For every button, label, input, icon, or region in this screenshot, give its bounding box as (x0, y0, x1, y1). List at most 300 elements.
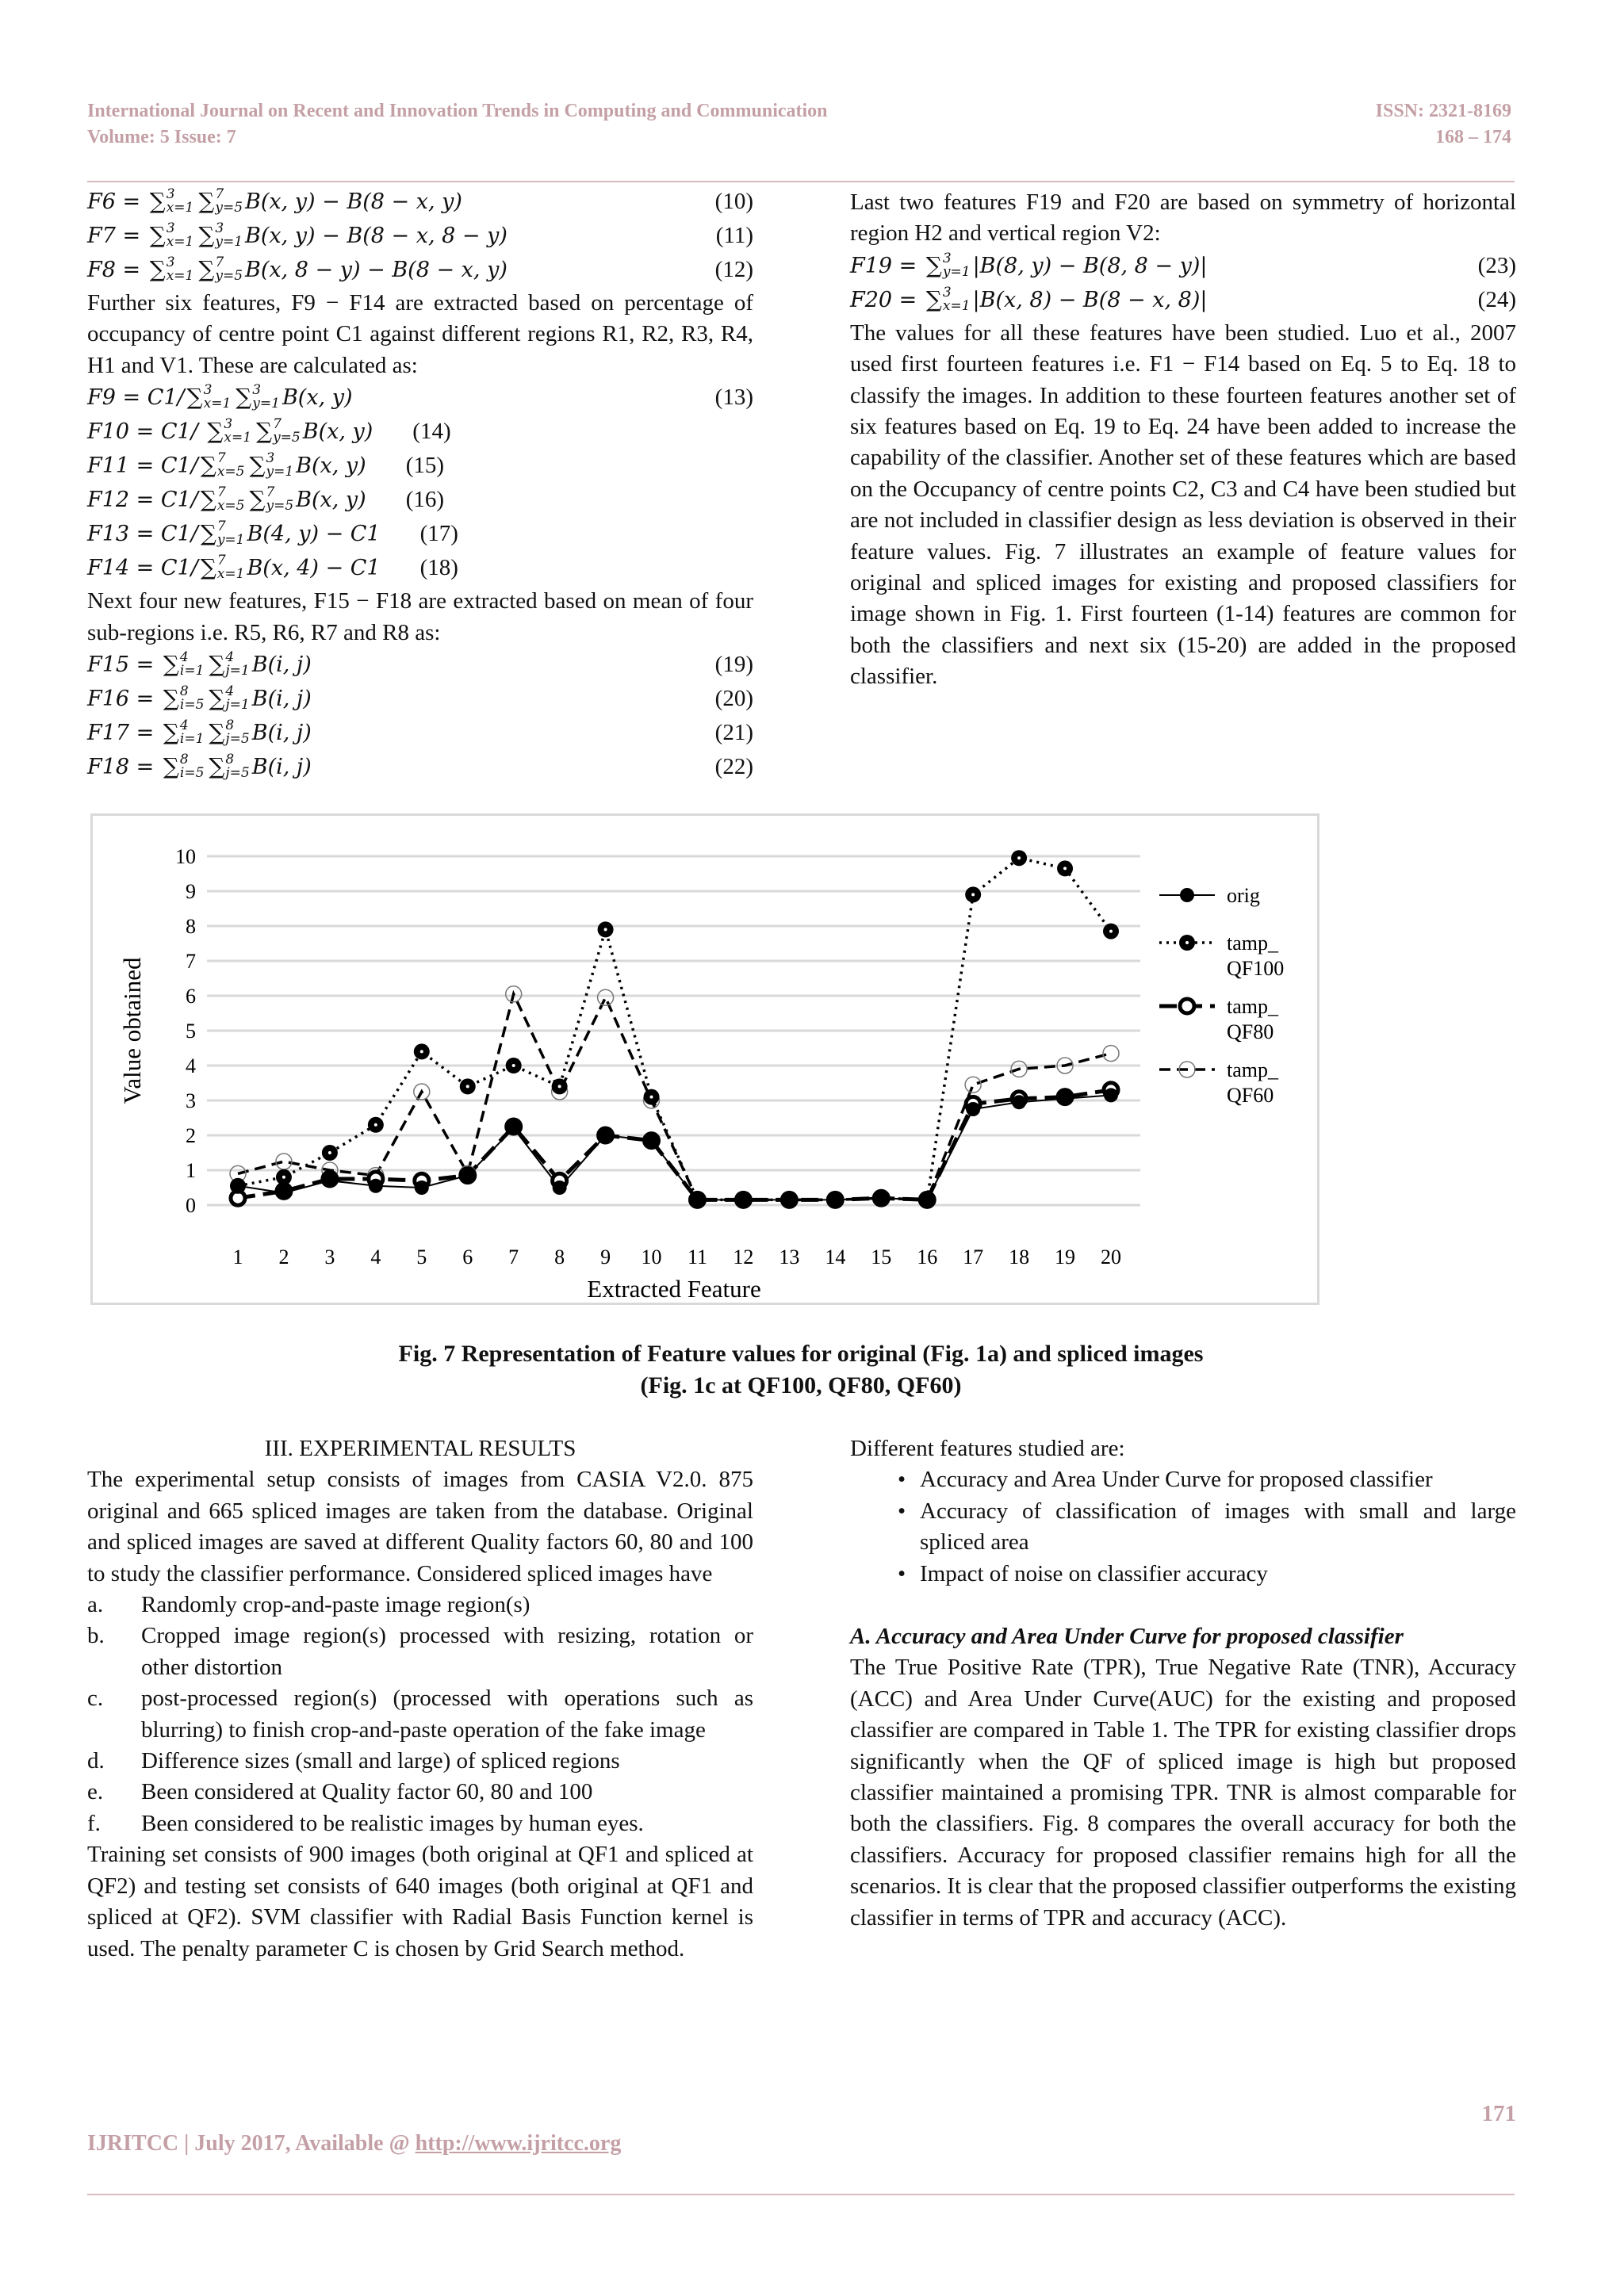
equation (87, 220, 753, 254)
summation-limits (224, 415, 252, 446)
legend-label: QF80 (1227, 1020, 1274, 1043)
sigma-symbol: ∑ (256, 418, 273, 445)
equation-rhs: B(x, y) (296, 453, 366, 479)
equation-rhs: |B(8, y) − B(8, 8 − y)| (972, 253, 1208, 278)
equation-math (87, 683, 312, 714)
summation-limits (225, 753, 249, 780)
summation-limits (180, 753, 205, 780)
data-point-tamp_QF100-center (604, 928, 607, 931)
lower-limit: x=1 (166, 199, 194, 216)
equation-number: (15) (405, 453, 445, 479)
upper-limit: 7 (216, 484, 226, 500)
summation (150, 220, 194, 251)
upper-limit: 7 (266, 484, 275, 500)
data-point-orig (828, 1192, 842, 1207)
equation-rhs: B(x, y) (282, 385, 353, 411)
paragraph: Last two features F19 and F20 are based on symmetry of horizontal region H2 and vertical region V2: (850, 189, 1516, 247)
sigma-symbol: ∑ (198, 188, 215, 214)
list-marker: b. (87, 1623, 105, 1649)
data-point-orig (369, 1179, 383, 1193)
x-tick-label: 3 (324, 1246, 335, 1269)
x-tick-label: 7 (508, 1246, 519, 1269)
equation-lhs: F18 = (87, 755, 161, 780)
x-tick-label: 20 (1101, 1246, 1121, 1269)
upper-limit: 8 (225, 717, 235, 733)
sigma-symbol: ∑ (163, 753, 179, 780)
equation (87, 484, 753, 518)
data-point-tamp_QF60 (1103, 1046, 1119, 1062)
upper-limit: 7 (216, 450, 226, 466)
upper-limit: 7 (215, 186, 224, 202)
legend-label: tamp_ (1227, 932, 1278, 955)
sigma-symbol: ∑ (209, 685, 225, 712)
sigma-symbol: ∑ (200, 452, 216, 479)
summation-limits (266, 452, 293, 479)
upper-limit: 8 (225, 751, 235, 767)
list-text: Been considered to be realistic images by human eyes. (141, 1810, 644, 1836)
legend-marker-tamp_QF100-center (1185, 941, 1189, 944)
lower-limit: y=5 (273, 429, 301, 446)
upper-limit: 3 (252, 381, 262, 398)
summation-limits (273, 415, 301, 446)
sigma-symbol: ∑ (163, 651, 179, 678)
upper-limit: 4 (179, 717, 189, 733)
equation-rhs: |B(x, 8) − B(8 − x, 8)| (972, 287, 1208, 312)
equation-rhs: B(x, 8 − y) − B(8 − x, y) (245, 258, 508, 282)
list-item (87, 1808, 753, 1839)
summation (150, 186, 194, 216)
y-tick-label: 8 (186, 915, 196, 938)
data-point-orig (874, 1191, 888, 1205)
paragraph: Further six features, F9 − F14 are extracted based on percentage of occupancy of centre point C1 against different regions R1, R2, R3, R4, H1 and V1. These are calculated as: (87, 290, 753, 378)
lower-limit: i=5 (179, 696, 205, 713)
sigma-symbol: ∑ (186, 384, 203, 411)
lower-limit: x=5 (216, 497, 245, 514)
lower-limit: x=1 (166, 233, 194, 250)
equation-number: (21) (714, 720, 753, 746)
data-point-orig (1058, 1092, 1072, 1106)
equation-math (87, 186, 462, 217)
equation-number: (17) (419, 521, 458, 547)
y-tick-label: 10 (175, 845, 196, 868)
x-tick-label: 19 (1055, 1246, 1076, 1269)
list-text: Accuracy and Area Under Curve for proposed classifier (920, 1467, 1433, 1493)
upper-limit: 3 (266, 450, 275, 466)
equation (87, 254, 753, 288)
equation-number: (16) (405, 487, 445, 513)
summation-limits (225, 651, 249, 678)
right-column-top (850, 187, 1516, 693)
sigma-symbol: ∑ (209, 651, 225, 678)
legend-label: QF100 (1227, 957, 1285, 980)
equation-math (87, 717, 312, 748)
summation-limits (225, 685, 249, 712)
summation-limits (217, 554, 245, 581)
equation-rhs: B(i, j) (251, 652, 312, 678)
paragraph: Training set consists of 900 images (both original at QF1 and spliced at QF2) and testing set consists of 640 images (both original at QF1 and spliced at QF2). SVM classifier with Radial Basis Function kernel is used. The penalty parameter C is chosen by Grid Search method. (87, 1842, 753, 1961)
x-tick-label: 18 (1009, 1246, 1030, 1269)
summation (198, 254, 243, 285)
data-point-orig (231, 1179, 245, 1193)
summation (187, 381, 232, 412)
equation (87, 683, 753, 717)
lower-limit: y=1 (942, 263, 971, 280)
summation (207, 415, 251, 446)
equation (87, 717, 753, 751)
equation-lhs: F19 = (850, 253, 924, 278)
data-point-tamp_QF100-center (420, 1050, 423, 1053)
equation-number: (14) (412, 419, 451, 445)
summation-limits (215, 256, 243, 283)
equation-math (87, 415, 373, 447)
equation-math (850, 250, 1208, 281)
data-point-orig (461, 1169, 475, 1183)
subsection-heading: A. Accuracy and Area Under Curve for proposed classifier (850, 1624, 1404, 1650)
equation-lhs: F13 = C1/ (87, 522, 198, 547)
list-text: Impact of noise on classifier accuracy (920, 1560, 1268, 1586)
equation-number: (12) (714, 257, 753, 282)
footer-rule (87, 2194, 1515, 2195)
list-item (850, 1464, 1516, 1495)
sigma-symbol: ∑ (925, 251, 942, 278)
upper-limit: 3 (166, 254, 175, 270)
upper-limit: 7 (273, 415, 282, 432)
x-tick-label: 9 (600, 1246, 611, 1269)
equation (850, 250, 1516, 284)
equation (87, 381, 753, 415)
lower-limit: y=1 (252, 395, 280, 411)
list-item (850, 1559, 1516, 1590)
sigma-symbol: ∑ (198, 256, 215, 282)
right-column-bottom (850, 1433, 1516, 1934)
equation-number: (19) (714, 652, 753, 678)
running-header-right (1376, 98, 1511, 151)
data-point-orig (553, 1181, 567, 1195)
summation-limits (167, 188, 194, 215)
equation (87, 552, 753, 586)
summation (209, 751, 249, 782)
volume-issue: Volume: 5 Issue: 7 (87, 127, 236, 147)
legend-marker-tamp_QF80 (1180, 999, 1194, 1013)
header-rule (87, 181, 1515, 182)
upper-limit: 3 (166, 220, 175, 236)
lower-limit: x=1 (203, 395, 232, 411)
equation-lhs: F20 = (850, 287, 924, 312)
summation (209, 717, 249, 748)
list-item (87, 1621, 753, 1683)
data-point-tamp_QF100-center (1017, 856, 1021, 859)
data-point-orig (920, 1192, 934, 1207)
equation-rhs: B(x, y) − B(8 − x, 8 − y) (245, 224, 508, 248)
list-item (87, 1683, 753, 1746)
equation-rhs: B(4, y) − C1 (247, 522, 381, 547)
list-marker: e. (87, 1779, 104, 1805)
lower-limit: y=1 (215, 233, 243, 250)
legend-marker-orig (1180, 888, 1194, 902)
sigma-symbol: ∑ (149, 222, 166, 248)
summation (201, 450, 245, 480)
upper-limit: 3 (942, 284, 952, 300)
paragraph: The experimental setup consists of images from CASIA V2.0. 875 original and 665 spliced images are taken from the database. Original and spliced images are saved at different Quality factors 60, 80 and 100 to study the classifier performance. Considered spliced images have (87, 1467, 753, 1586)
summation (163, 683, 205, 714)
equation (87, 415, 753, 450)
summation-limits (943, 252, 971, 279)
equation-math (87, 484, 366, 515)
upper-limit: 4 (225, 649, 235, 665)
equation-math (87, 254, 508, 285)
summation (163, 649, 205, 679)
summation (256, 415, 301, 446)
summation (209, 683, 249, 714)
sigma-symbol: ∑ (249, 486, 266, 513)
equation-lhs: F8 = (87, 258, 147, 282)
left-column-bottom (87, 1433, 753, 1965)
equation-math (87, 552, 381, 584)
x-axis-label: Extracted Feature (587, 1275, 761, 1303)
data-point-tamp_QF100-center (328, 1151, 331, 1154)
lower-limit: j=5 (225, 764, 250, 781)
sigma-symbol: ∑ (925, 285, 942, 312)
summation (198, 186, 243, 216)
data-point-tamp_QF100-center (466, 1085, 469, 1088)
summation (926, 250, 971, 281)
features-list (850, 1464, 1516, 1590)
summation-limits (167, 222, 194, 249)
legend-label: tamp_ (1227, 1058, 1278, 1081)
caption-line-2: (Fig. 1c at QF100, QF80, QF60) (640, 1372, 962, 1399)
data-point-tamp_QF60 (598, 989, 614, 1005)
summation (150, 254, 194, 285)
equation-math (850, 284, 1207, 316)
equation (87, 518, 753, 552)
data-point-orig (782, 1192, 796, 1207)
lower-limit: x=5 (216, 463, 245, 480)
summation (201, 552, 245, 583)
legend-label: orig (1227, 884, 1260, 907)
upper-limit: 7 (215, 254, 224, 270)
equation-lhs: F17 = (87, 721, 161, 746)
lower-limit: x=1 (224, 429, 252, 446)
data-point-tamp_QF100-center (1063, 867, 1067, 870)
sigma-symbol: ∑ (198, 222, 215, 248)
figure-7-chart (90, 813, 1320, 1305)
sigma-symbol: ∑ (200, 520, 216, 547)
data-point-tamp_QF100-center (650, 1096, 653, 1099)
running-header-left (87, 98, 828, 151)
summation-limits (215, 188, 243, 215)
list-text: Accuracy of classification of images with small and large spliced area (920, 1498, 1516, 1556)
x-tick-label: 5 (416, 1246, 427, 1269)
summation-limits (252, 381, 280, 411)
x-tick-label: 12 (733, 1246, 754, 1269)
summation-limits (266, 486, 293, 513)
sigma-symbol: ∑ (149, 256, 166, 282)
x-tick-label: 13 (779, 1246, 800, 1269)
left-column-top (87, 186, 753, 785)
sigma-symbol: ∑ (200, 486, 216, 513)
lower-limit: j=1 (225, 662, 250, 679)
page-number: 171 (1481, 2101, 1516, 2126)
footer-text: IJRITCC | July 2017, Available @ (87, 2131, 416, 2156)
equation-rhs: B(x, 4) − C1 (247, 556, 381, 581)
list-text: Cropped image region(s) processed with resizing, rotation or other distortion (141, 1623, 753, 1680)
equation-rhs: B(x, y) − B(8 − x, y) (245, 189, 462, 214)
paragraph: The values for all these features have been studied. Luo et al., 2007 used first fourteen features i.e. F1 − F14 based on Eq. 5 to Eq. 18 to classify the images. In addition to these fourteen features another set of six features based on Eq. 19 to Eq. 24 have been added to increase the capability of the classifier. Another set of these features which are based on the Occupancy of centre points C2, C3 and C4 have been studied but are not included in classifier design as less deviation is observed in their feature values. Fig. 7 illustrates an example of feature values for original and spliced images for existing and proposed classifiers for image shown in Fig. 1. First fourteen (1-14) features are common for both the classifiers and next six (15-20) are added in the proposed classifier. (850, 320, 1516, 690)
x-tick-label: 1 (232, 1246, 243, 1269)
equation-lhs: F16 = (87, 687, 161, 712)
y-tick-label: 9 (186, 880, 196, 903)
x-tick-label: 8 (554, 1246, 565, 1269)
upper-limit: 7 (216, 552, 226, 568)
upper-limit: 8 (179, 751, 189, 767)
equation-number: (23) (1477, 252, 1516, 278)
equation-number: (18) (419, 555, 458, 581)
page-range: 168 – 174 (1435, 127, 1511, 147)
equation-lhs: F10 = C1/ (87, 419, 205, 445)
data-point-orig (1104, 1088, 1118, 1102)
equation-number: (24) (1477, 286, 1516, 312)
equation (87, 649, 753, 683)
line-chart (93, 816, 1317, 1303)
summation-limits (215, 222, 243, 249)
section-heading: III. EXPERIMENTAL RESULTS (264, 1436, 576, 1461)
summation (236, 381, 280, 412)
lower-limit: y=1 (266, 463, 294, 480)
lower-limit: x=1 (166, 267, 194, 284)
y-tick-label: 4 (186, 1054, 196, 1077)
sigma-symbol: ∑ (200, 554, 216, 581)
equation-number: (13) (714, 385, 753, 411)
x-tick-label: 17 (963, 1246, 984, 1269)
data-point-tamp_QF100-center (1109, 930, 1113, 933)
paragraph: Next four new features, F15 − F18 are extracted based on mean of four sub-regions i.e. R5, R6, R7 and R8 as: (87, 588, 753, 645)
equations-23-24 (850, 250, 1516, 318)
upper-limit: 3 (203, 381, 213, 398)
sigma-symbol: ∑ (163, 685, 179, 712)
caption-line-1: Fig. 7 Representation of Feature values for original (Fig. 1a) and spliced images (398, 1341, 1204, 1367)
summation-limits (217, 486, 245, 513)
equation-rhs: B(x, y) (296, 488, 366, 513)
summation (249, 484, 293, 515)
upper-limit: 8 (179, 683, 189, 699)
lower-limit: j=1 (225, 696, 250, 713)
summation-limits (167, 256, 194, 283)
equation-lhs: F14 = C1/ (87, 556, 198, 581)
equation-math (87, 381, 353, 413)
equation-lhs: F12 = C1/ (87, 488, 198, 513)
equation-math (87, 450, 366, 481)
lower-limit: y=5 (266, 497, 294, 514)
upper-limit: 4 (179, 649, 189, 665)
journal-link[interactable]: http://www.ijritcc.org (415, 2131, 622, 2156)
y-axis-label: Value obtained (118, 957, 146, 1104)
summation (163, 717, 205, 748)
upper-limit: 4 (225, 683, 235, 699)
equations-19-22 (87, 649, 753, 785)
equation-rhs: B(i, j) (251, 721, 312, 746)
legend-label: tamp_ (1227, 995, 1278, 1018)
x-tick-label: 11 (687, 1246, 707, 1269)
equation-rhs: B(i, j) (251, 687, 312, 712)
list-text: Randomly crop-and-paste image region(s) (141, 1592, 530, 1618)
summation (926, 284, 971, 315)
sigma-symbol: ∑ (249, 452, 266, 479)
y-tick-label: 7 (186, 950, 196, 973)
summation (201, 484, 245, 515)
upper-limit: 3 (166, 186, 175, 202)
list-marker: f. (87, 1810, 101, 1836)
bullet-icon: • (898, 1560, 906, 1586)
lower-limit: i=1 (179, 730, 205, 747)
sigma-symbol: ∑ (209, 719, 225, 746)
sigma-symbol: ∑ (207, 418, 224, 445)
equation-number: (22) (714, 754, 753, 780)
summation-limits (943, 286, 971, 313)
summation-limits (180, 719, 205, 746)
list-marker: a. (87, 1592, 104, 1618)
paragraph: The True Positive Rate (TPR), True Negative Rate (TNR), Accuracy (ACC) and Area Under Curve(AUC) for the existing and proposed classifier are compared in Table 1. The TPR for existing classifier drops significantly when the QF of spliced image is high but proposed classifier maintained a promising TPR. TNR is almost comparable for both the classifiers. Fig. 8 compares the overall accuracy for both the classifiers. Accuracy for proposed classifier remains high for all the scenarios. It is clear that the proposed classifier outperforms the existing classifier in terms of TPR and accuracy (ACC). (850, 1655, 1516, 1931)
summation-limits (217, 520, 245, 547)
equation-math (87, 751, 312, 783)
equation-math (87, 220, 508, 251)
list-item (87, 1746, 753, 1777)
x-tick-label: 16 (917, 1246, 938, 1269)
data-point-tamp_QF60 (965, 1077, 981, 1093)
lower-limit: i=1 (179, 662, 205, 679)
data-point-orig (277, 1186, 291, 1200)
x-tick-label: 14 (825, 1246, 846, 1269)
sigma-symbol: ∑ (149, 188, 166, 214)
summation-limits (217, 452, 245, 479)
equation-rhs: B(x, y) (302, 419, 373, 445)
list-text: Been considered at Quality factor 60, 80 and 100 (141, 1779, 593, 1805)
data-point-orig (599, 1128, 613, 1142)
equation-rhs: B(i, j) (251, 755, 312, 780)
lower-limit: y=1 (216, 531, 245, 548)
lower-limit: j=5 (225, 730, 250, 747)
lower-limit: y=5 (215, 267, 243, 284)
list-marker: d. (87, 1748, 105, 1774)
list-item (87, 1590, 753, 1621)
sigma-symbol: ∑ (236, 384, 252, 411)
summation-limits (180, 651, 205, 678)
legend-label: QF60 (1227, 1084, 1274, 1107)
sigma-symbol: ∑ (163, 719, 179, 746)
equation-lhs: F15 = (87, 652, 161, 678)
upper-limit: 3 (942, 250, 952, 266)
summation (198, 220, 243, 251)
y-tick-label: 0 (186, 1194, 196, 1217)
data-point-orig (645, 1134, 659, 1148)
equation (87, 186, 753, 220)
data-point-tamp_QF100-center (971, 893, 975, 896)
equation (87, 450, 753, 484)
x-tick-label: 15 (871, 1246, 892, 1269)
lower-limit: x=1 (216, 565, 245, 582)
sigma-symbol: ∑ (209, 753, 225, 780)
summation-limits (225, 719, 249, 746)
y-tick-label: 3 (186, 1089, 196, 1112)
data-point-orig (507, 1121, 521, 1135)
upper-limit: 3 (215, 220, 224, 236)
x-tick-label: 2 (278, 1246, 289, 1269)
data-point-orig (966, 1102, 980, 1116)
data-point-tamp_QF100-center (512, 1064, 515, 1067)
data-point-tamp_QF100-center (282, 1176, 285, 1179)
summation (249, 450, 293, 480)
lower-limit: i=5 (179, 764, 205, 781)
bullet-icon: • (898, 1498, 906, 1524)
